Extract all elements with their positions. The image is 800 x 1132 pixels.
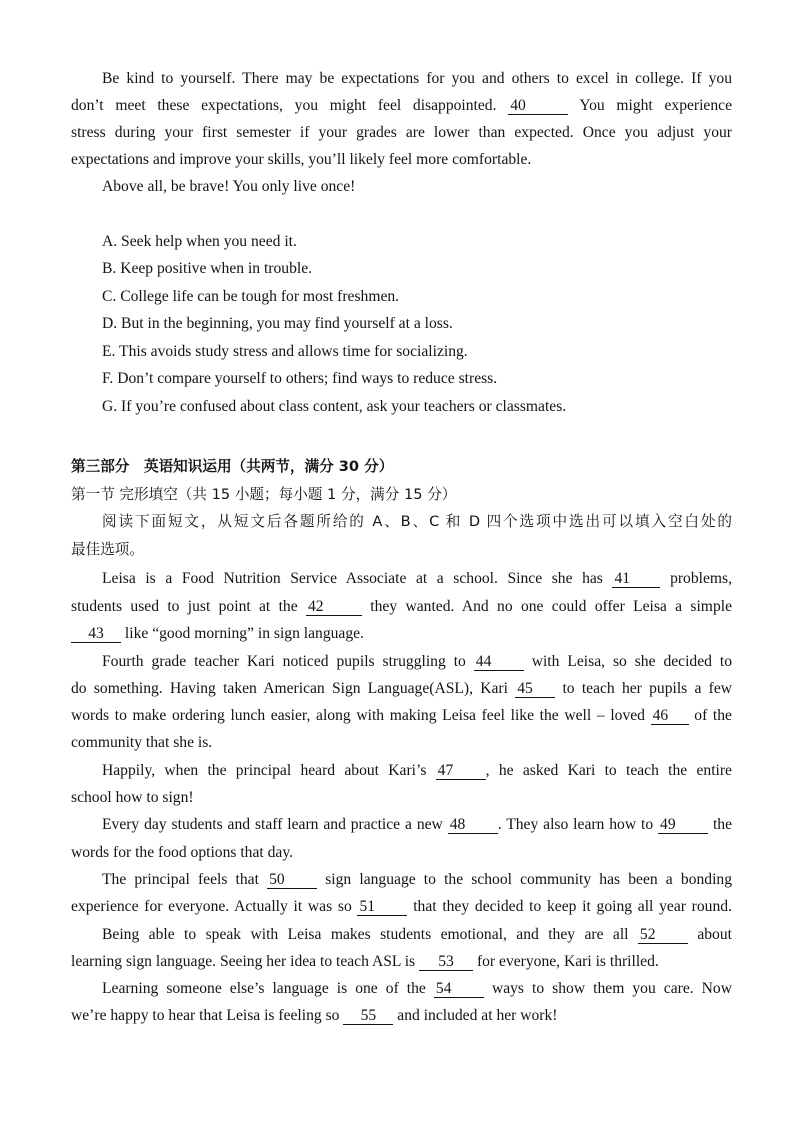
reading-line: Be kind to yourself. There may be expectations for you and others to excel in college. If you (102, 70, 732, 87)
cloze-line: experience for everyone. Actually it was so 51 that they decided to keep it going all year round. (71, 898, 732, 915)
option-c: C. College life can be tough for most freshmen. (102, 288, 400, 305)
cloze-line: Fourth grade teacher Kari noticed pupils struggling to 44 with Leisa, so she decided to (102, 653, 732, 670)
cloze-line: learning sign language. Seeing her idea to teach ASL is 53 for everyone, Kari is thrilled. (71, 953, 659, 970)
blank-55: 55 (343, 1007, 393, 1025)
cloze-line: Learning someone else’s language is one of the 54 ways to show them you care. Now (102, 980, 732, 997)
blank-44: 44 (474, 653, 524, 671)
option-g: G. If you’re confused about class content, ask your teachers or classmates. (102, 398, 567, 415)
cloze-line: school how to sign! (71, 789, 194, 806)
option-b: B. Keep positive when in trouble. (102, 260, 313, 277)
blank-42: 42 (306, 598, 362, 616)
cloze-line: we’re happy to hear that Leisa is feeling so 55 and included at her work! (71, 1007, 558, 1024)
option-d: D. But in the beginning, you may find yourself at a loss. (102, 315, 453, 332)
cloze-line: words for the food options that day. (71, 844, 294, 861)
cloze-line: Being able to speak with Leisa makes students emotional, and they are all 52 about (102, 926, 732, 943)
cloze-line: 43 like “good morning” in sign language. (71, 624, 732, 644)
blank-52: 52 (638, 926, 688, 944)
blank-53: 53 (419, 953, 473, 971)
blank-41: 41 (612, 570, 660, 588)
cloze-line: community that she is. (71, 734, 213, 751)
cloze-line: Happily, when the principal heard about Kari’s 47 , he asked Kari to teach the entire (102, 762, 732, 779)
blank-49: 49 (658, 816, 708, 834)
reading-line: expectations and improve your skills, you’ll likely feel more comfortable. (71, 151, 532, 168)
section-heading: 第三部分 英语知识运用（共两节，满分 30 分） (71, 458, 394, 475)
cloze-line: The principal feels that 50 sign language to the school community has been a bonding (102, 871, 732, 888)
cloze-line: students used to just point at the 42 they wanted. And no one could offer Leisa a simple (71, 598, 732, 615)
instruction-line: 阅读下面短文，从短文后各题所给的 A、B、C 和 D 四个选项中选出可以填入空白处的 (102, 513, 732, 530)
blank-54: 54 (434, 980, 484, 998)
blank-46: 46 (651, 707, 689, 725)
cloze-line: do something. Having taken American Sign Language(ASL), Kari 45 to teach her pupils a few (71, 680, 732, 697)
blank-50: 50 (267, 871, 317, 889)
cloze-line: Every day students and staff learn and practice a new 48 . They also learn how to 49 the (102, 816, 733, 833)
blank-47: 47 (436, 762, 486, 780)
blank-48: 48 (448, 816, 498, 834)
reading-line: don’t meet these expectations, you might feel disappointed. 40 You might experience (71, 97, 732, 114)
subsection-heading: 第一节 完形填空（共 15 小题；每小题 1 分，满分 15 分） (71, 486, 457, 503)
option-f: F. Don’t compare yourself to others; find ways to reduce stress. (102, 370, 498, 387)
cloze-line: Leisa is a Food Nutrition Service Associate at a school. Since she has 41 problems, (102, 570, 732, 587)
cloze-line: words to make ordering lunch easier, along with making Leisa feel like the well – loved 46 of the (71, 707, 732, 724)
blank-51: 51 (357, 898, 407, 916)
blank-43: 43 (71, 625, 121, 643)
option-a: A. Seek help when you need it. (102, 233, 297, 250)
reading-line: stress during your first semester if your grades are lower than expected. Once you adjust your (71, 124, 732, 141)
reading-line: Above all, be brave! You only live once! (102, 178, 356, 195)
option-e: E. This avoids study stress and allows time for socializing. (102, 343, 468, 360)
blank-45: 45 (515, 680, 555, 698)
instruction-line: 最佳选项。 (71, 541, 144, 558)
blank-40: 40 (508, 97, 568, 115)
